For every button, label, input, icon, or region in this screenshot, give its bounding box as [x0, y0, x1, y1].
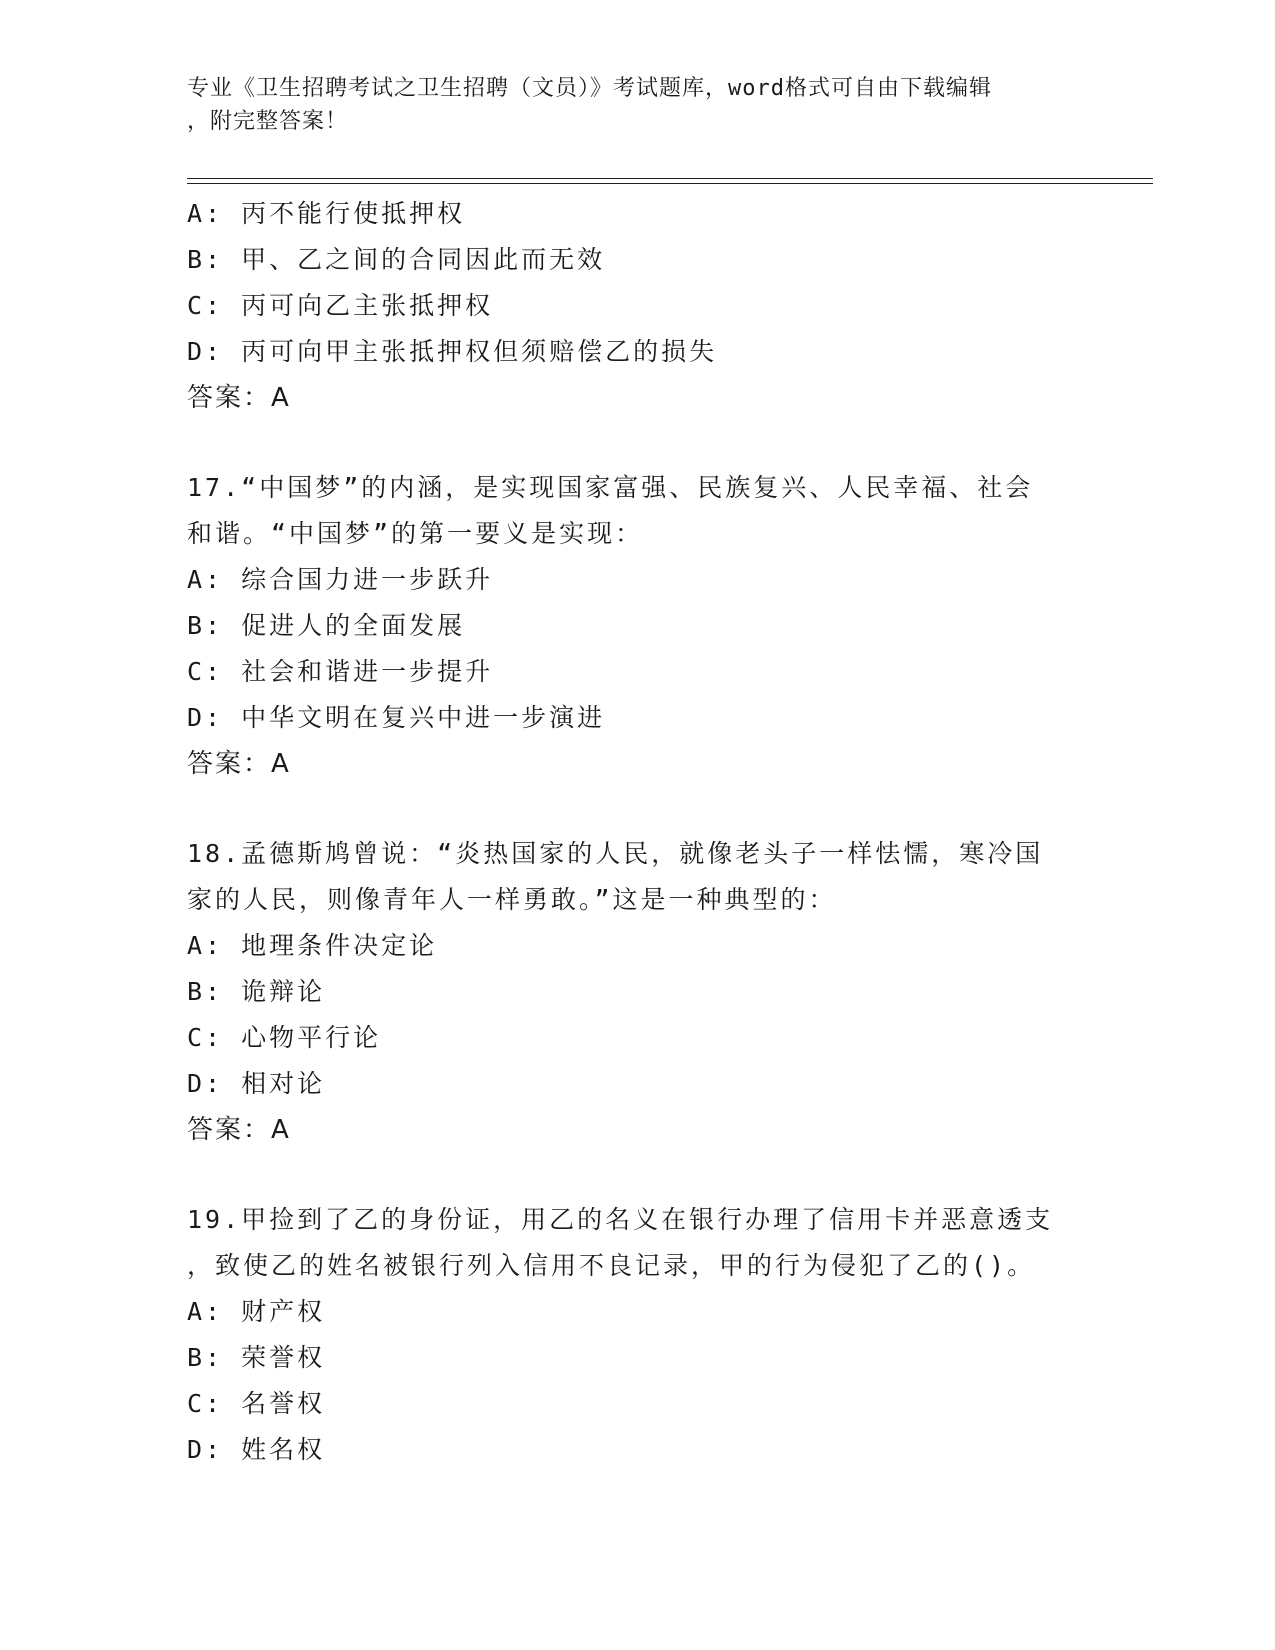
answer-line: 答案：A: [187, 383, 291, 413]
option-a: A: 综合国力进一步跃升: [187, 565, 494, 594]
option-b: B: 荣誉权: [187, 1343, 326, 1372]
question-text-line-2: 家的人民，则像青年人一样勇敢。”这是一种典型的：: [187, 885, 837, 914]
question-text-line-1: 17.“中国梦”的内涵，是实现国家富强、民族复兴、人民幸福、社会: [187, 473, 1034, 502]
answer-line: 答案：A: [187, 1115, 291, 1145]
option-a: A: 丙不能行使抵押权: [187, 199, 466, 228]
question-text-line-1: 19.甲捡到了乙的身份证，用乙的名义在银行办理了信用卡并恶意透支: [187, 1205, 1054, 1234]
option-c: C: 名誉权: [187, 1389, 326, 1418]
option-b: B: 诡辩论: [187, 977, 326, 1006]
document-header: [187, 72, 1067, 138]
question-17: [187, 465, 1087, 787]
option-d: D: 丙可向甲主张抵押权但须赔偿乙的损失: [187, 337, 718, 366]
header-divider-bottom: [187, 183, 1153, 184]
header-line-1: 专业《卫生招聘考试之卫生招聘（文员）》考试题库，word格式可自由下载编辑: [187, 76, 992, 101]
option-d: D: 姓名权: [187, 1435, 326, 1464]
question-text-line-1: 18.孟德斯鸠曾说：“炎热国家的人民，就像老头子一样怯懦，寒冷国: [187, 839, 1044, 868]
question-text-line-2: 和谐。“中国梦”的第一要义是实现：: [187, 519, 644, 548]
question-list: [187, 191, 1087, 1473]
question-text-line-2: ，致使乙的姓名被银行列入信用不良记录，甲的行为侵犯了乙的()。: [187, 1251, 1036, 1280]
option-c: C: 丙可向乙主张抵押权: [187, 291, 494, 320]
header-line-2: ，附完整答案！: [187, 109, 349, 134]
option-d: D: 相对论: [187, 1069, 326, 1098]
answer-line: 答案：A: [187, 749, 291, 779]
option-a: A: 财产权: [187, 1297, 326, 1326]
option-b: B: 甲、乙之间的合同因此而无效: [187, 245, 606, 274]
option-c: C: 心物平行论: [187, 1023, 382, 1052]
question-16: [187, 191, 1087, 421]
option-b: B: 促进人的全面发展: [187, 611, 466, 640]
option-c: C: 社会和谐进一步提升: [187, 657, 494, 686]
header-divider-top: [187, 178, 1153, 179]
option-d: D: 中华文明在复兴中进一步演进: [187, 703, 606, 732]
question-18: [187, 831, 1087, 1153]
option-a: A: 地理条件决定论: [187, 931, 438, 960]
question-19: [187, 1197, 1087, 1473]
